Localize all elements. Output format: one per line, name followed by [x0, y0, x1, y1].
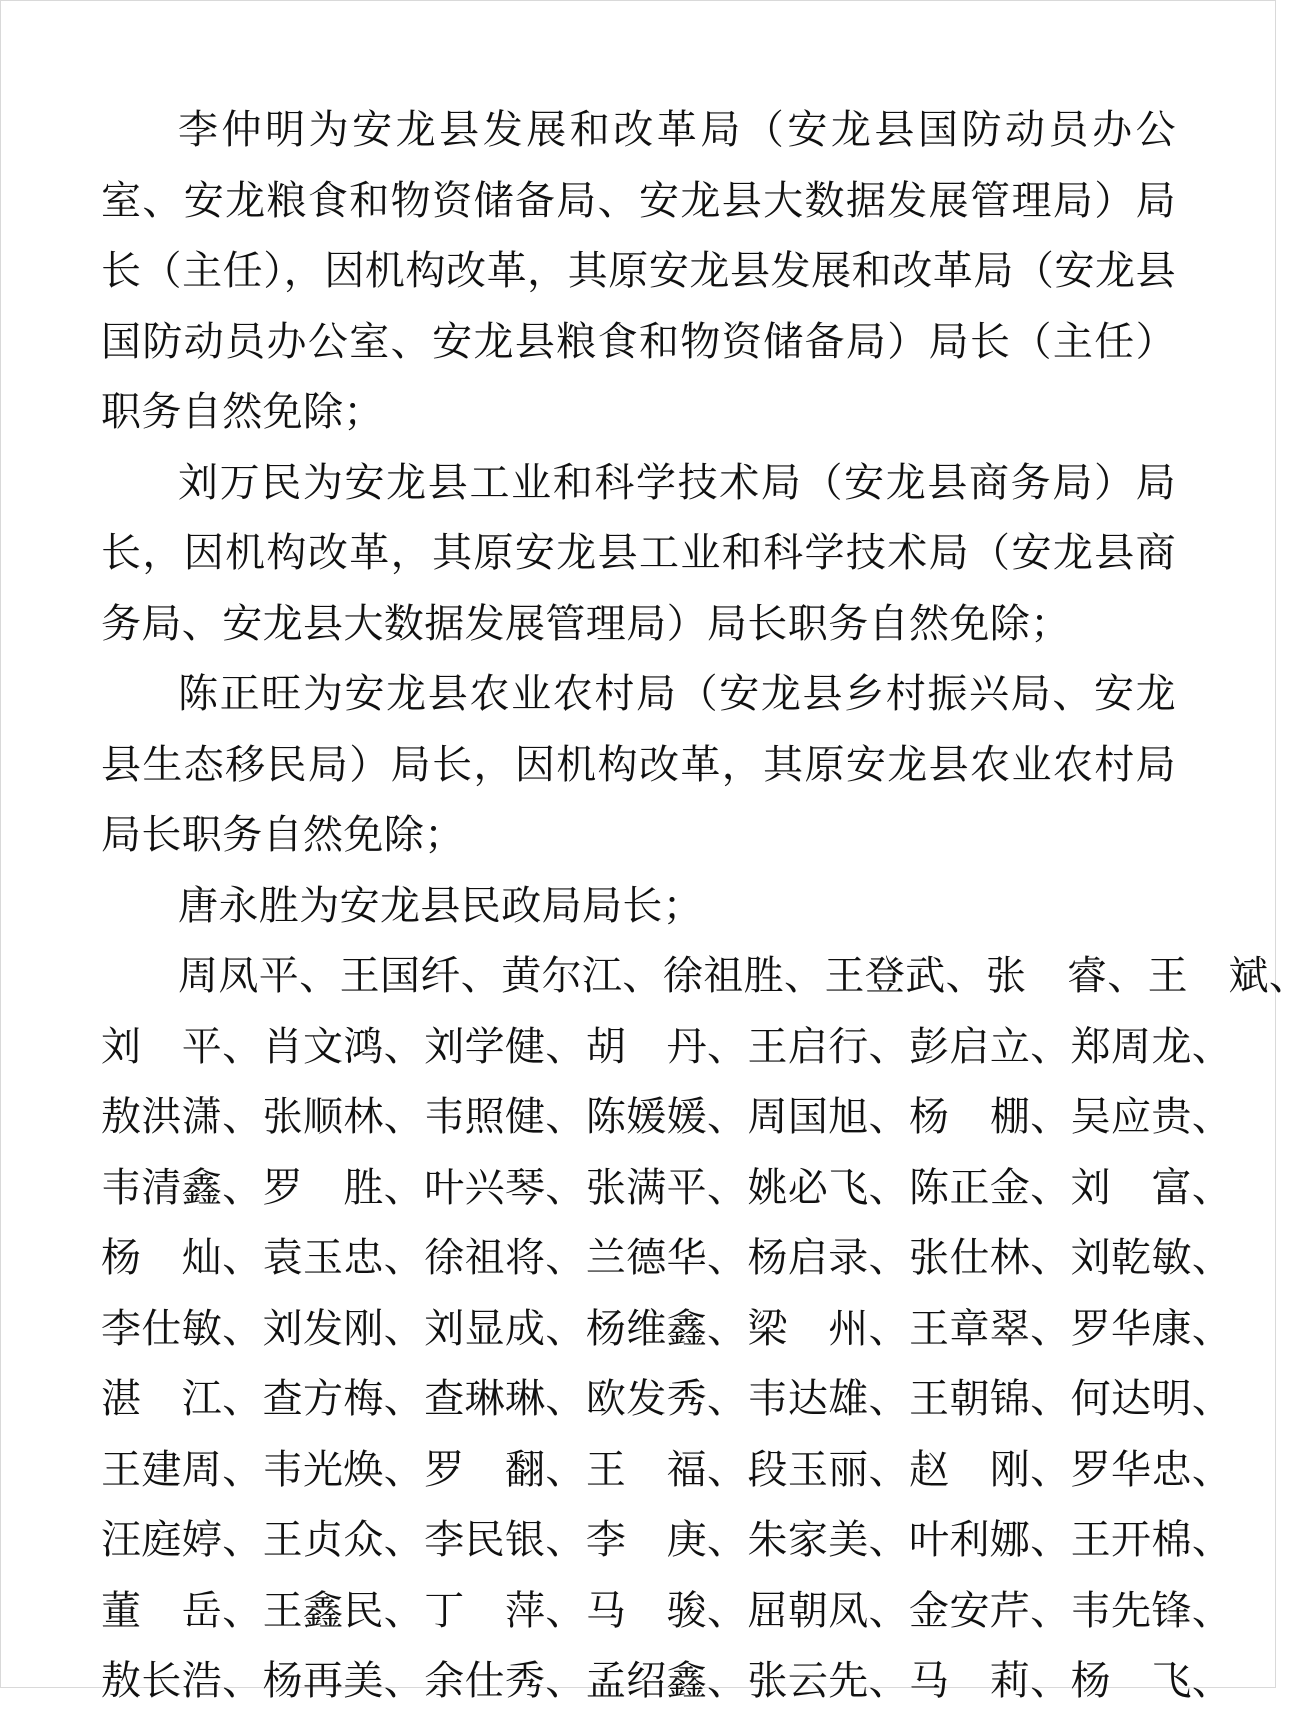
- name-entry: 韦照健、: [424, 1094, 586, 1140]
- name-entry: 吴应贵、: [1070, 1094, 1233, 1140]
- name-entry: 湛 江、: [101, 1376, 263, 1422]
- name-entry: 彭启立、: [909, 1023, 1071, 1070]
- name-entry: 查琳琳、: [424, 1376, 586, 1422]
- name-entry: 杨 灿、: [101, 1235, 263, 1281]
- name-entry: 陈正金、: [909, 1164, 1071, 1211]
- name-entry: 王国纤、: [339, 953, 502, 999]
- name-entry: 屈朝凤、: [747, 1587, 910, 1634]
- names-line: [101, 1223, 1233, 1294]
- name-entry: 陈媛媛、: [585, 1094, 748, 1140]
- name-entry: 叶兴琴、: [424, 1164, 586, 1211]
- name-entry: 张顺林、: [262, 1094, 425, 1140]
- name-entry: 韦达雄、: [747, 1376, 910, 1422]
- names-line: [101, 1364, 1233, 1435]
- name-entry: 兰德华、: [585, 1235, 748, 1281]
- name-entry: 欧发秀、: [585, 1376, 748, 1422]
- name-entry: 叶利娜、: [909, 1517, 1071, 1563]
- name-entry: 王章翠、: [909, 1305, 1071, 1352]
- name-entry: 李民银、: [424, 1517, 586, 1563]
- name-entry: 王登武、: [824, 953, 987, 999]
- name-entry: 罗 胜、: [262, 1164, 425, 1211]
- name-entry: 郑周龙、: [1070, 1023, 1233, 1070]
- document-body: [101, 95, 1309, 1717]
- name-entry: 罗华康、: [1070, 1305, 1233, 1352]
- name-entry: 张 睿、: [986, 953, 1148, 999]
- name-entry: 张满平、: [585, 1164, 748, 1211]
- name-entry: 刘 富、: [1070, 1164, 1233, 1211]
- name-entry: 王 斌、: [1147, 953, 1309, 999]
- name-entry: 周国旭、: [747, 1094, 910, 1140]
- name-entry: 赵 刚、: [909, 1446, 1071, 1493]
- name-entry: 胡 丹、: [585, 1023, 748, 1070]
- name-entry: 查方梅、: [262, 1376, 425, 1422]
- name-entry: 王朝锦、: [909, 1376, 1071, 1422]
- name-entry: 段玉丽、: [747, 1446, 910, 1493]
- name-entry: 刘乾敏、: [1070, 1235, 1233, 1281]
- name-entry: 李仕敏、: [101, 1305, 263, 1352]
- name-entry: 杨 棚、: [909, 1094, 1071, 1140]
- name-entry: 丁 萍、: [424, 1587, 586, 1634]
- name-entry: 罗 翻、: [424, 1446, 586, 1493]
- name-entry: 周凤平、: [178, 953, 340, 999]
- name-entry: 韦先锋、: [1070, 1587, 1233, 1634]
- name-entry: 李 庚、: [585, 1517, 748, 1563]
- name-entry: 敖长浩、: [101, 1658, 263, 1704]
- name-entry: 杨再美、: [262, 1658, 425, 1704]
- names-list: [101, 941, 1309, 1717]
- name-entry: 孟绍鑫、: [585, 1658, 748, 1704]
- name-entry: 张云先、: [747, 1658, 910, 1704]
- names-line: [101, 1294, 1233, 1365]
- name-entry: 朱家美、: [747, 1517, 910, 1563]
- name-entry: 张仕林、: [909, 1235, 1071, 1281]
- name-entry: 黄尔江、: [501, 953, 663, 999]
- name-entry: 刘显成、: [424, 1305, 586, 1352]
- name-entry: 王鑫民、: [262, 1587, 425, 1634]
- names-line: [101, 1505, 1233, 1576]
- name-entry: 刘 平、: [101, 1023, 263, 1070]
- name-entry: 马 骏、: [585, 1587, 748, 1634]
- name-entry: 汪庭婷、: [101, 1517, 263, 1563]
- name-entry: 肖文鸿、: [262, 1023, 425, 1070]
- name-entry: 杨维鑫、: [585, 1305, 748, 1352]
- name-entry: 王贞众、: [262, 1517, 425, 1563]
- names-line: [101, 1082, 1233, 1153]
- name-entry: 马 莉、: [909, 1658, 1071, 1704]
- name-entry: 刘学健、: [424, 1023, 586, 1070]
- name-entry: 徐祖将、: [424, 1235, 586, 1281]
- paragraph-appointment-chen-zhengwang: 陈正旺为安龙县农业农村局（安龙县乡村振兴局、安龙县生态移民局）局长，因机构改革，其原安龙县农业农村局局长职务自然免除；: [101, 671, 1176, 858]
- name-entry: 罗华忠、: [1070, 1446, 1233, 1493]
- name-entry: 王建周、: [101, 1446, 263, 1493]
- names-line: [101, 1646, 1233, 1717]
- names-line: [101, 1153, 1233, 1224]
- name-entry: 董 岳、: [101, 1587, 263, 1634]
- name-entry: 姚必飞、: [747, 1164, 910, 1211]
- name-entry: 杨 飞、: [1070, 1658, 1233, 1704]
- name-entry: 刘发刚、: [262, 1305, 425, 1352]
- name-entry: 金安芹、: [909, 1587, 1071, 1634]
- names-line: [101, 1576, 1233, 1647]
- name-entry: 韦清鑫、: [101, 1164, 263, 1211]
- paragraph-appointment-liu-wanmin: 刘万民为安龙县工业和科学技术局（安龙县商务局）局长，因机构改革，其原安龙县工业和科学技术局（安龙县商务局、安龙县大数据发展管理局）局长职务自然免除；: [101, 459, 1176, 647]
- name-entry: 徐祖胜、: [662, 953, 825, 999]
- names-line: [101, 1012, 1233, 1083]
- name-entry: 韦光焕、: [262, 1446, 425, 1493]
- paragraph-appointment-tang-yongsheng: 唐永胜为安龙县民政局局长；: [178, 882, 704, 929]
- name-entry: 袁玉忠、: [262, 1235, 425, 1281]
- name-entry: 敖洪潇、: [101, 1094, 263, 1140]
- name-entry: 梁 州、: [747, 1305, 910, 1352]
- name-entry: 何达明、: [1070, 1376, 1233, 1422]
- paragraph-appointment-li-zhongming: 李仲明为安龙县发展和改革局（安龙县国防动员办公室、安龙粮食和物资储备局、安龙县大数据发展管理局）局长（主任），因机构改革，其原安龙县发展和改革局（安龙县国防动员办公室、安龙县粮食和物资储备局）局长（主任）职务自然免除；: [101, 107, 1176, 435]
- name-entry: 王开棉、: [1070, 1517, 1233, 1563]
- names-line: [101, 941, 1309, 1012]
- name-entry: 王启行、: [747, 1023, 910, 1070]
- name-entry: 杨启录、: [747, 1235, 910, 1281]
- names-line: [101, 1435, 1233, 1506]
- name-entry: 余仕秀、: [424, 1658, 586, 1704]
- name-entry: 王 福、: [585, 1446, 748, 1493]
